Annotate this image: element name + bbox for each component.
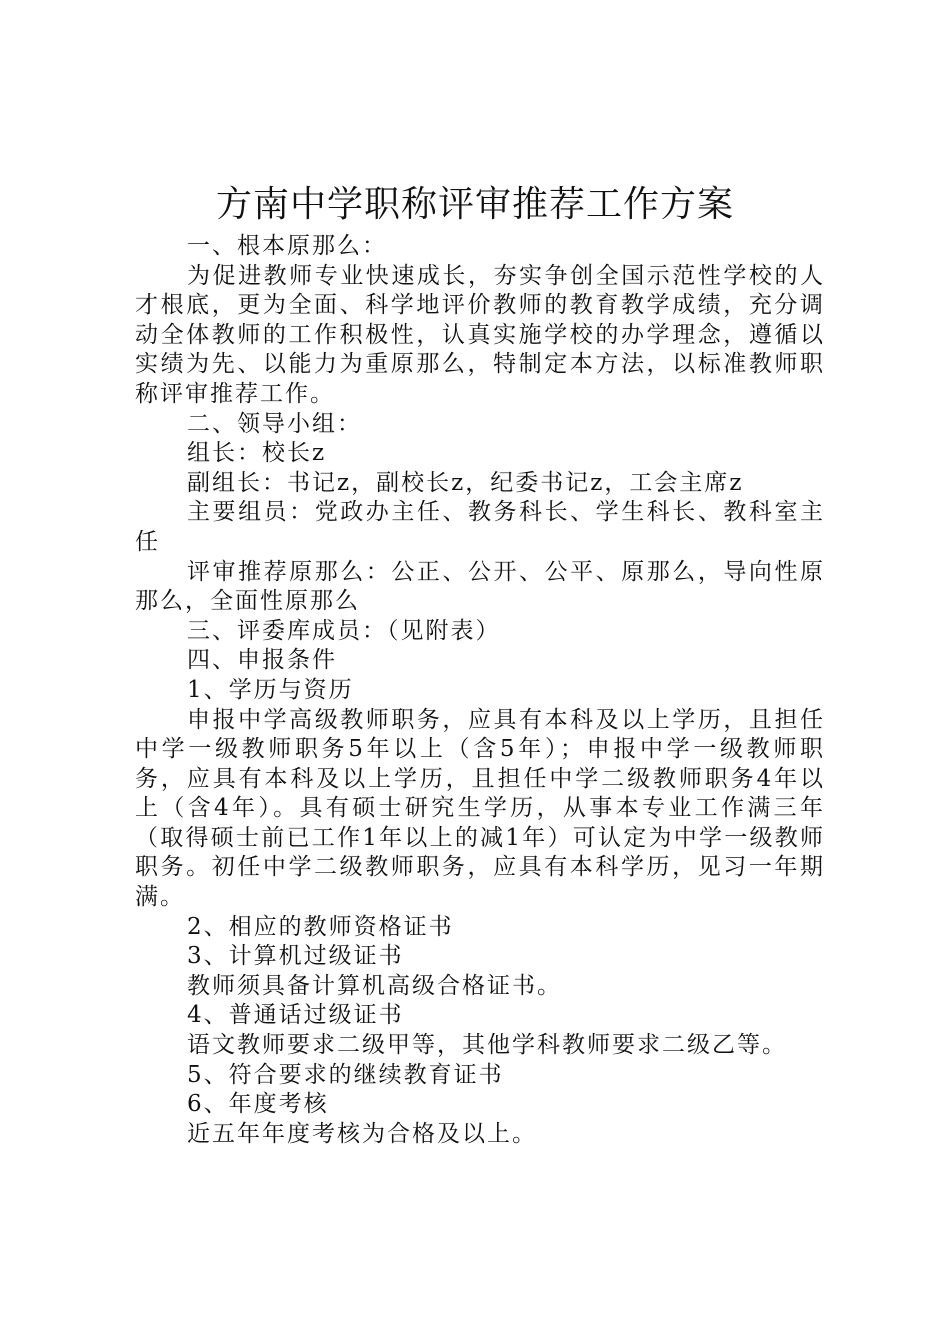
section-heading-conditions: 四、申报条件 bbox=[187, 647, 337, 674]
section-heading-committee: 三、评委库成员：（见附表） bbox=[187, 617, 501, 644]
document-title: 方南中学职称评审推荐工作方案 bbox=[215, 184, 734, 225]
leader-line: 组长：校长z bbox=[187, 440, 327, 467]
document-body bbox=[135, 232, 825, 1149]
deputy-leader-line: 副组长：书记z，副校长z，纪委书记z，工会主席z bbox=[187, 469, 744, 496]
paragraph-principles: 为促进教师专业快速成长，夯实争创全国示范性学校的人才根底，更为全面、科学地评价教师的教育教学成绩，充分调动全体教师的工作积极性，认真实施学校的办学理念，遵循以实绩为先、以能力为重原那么，特制定本方法，以标准教师职称评审推荐工作。 bbox=[135, 262, 825, 407]
condition-heading-education: 1、学历与资历 bbox=[187, 676, 354, 703]
condition-heading-continuing-education: 5、符合要求的继续教育证书 bbox=[187, 1061, 504, 1088]
paragraph-education: 申报中学高级教师职务，应具有本科及以上学历，且担任中学一级教师职务5年以上（含5年）；申报中学一级教师职务，应具有本科及以上学历，且担任中学二级教师职务4年以上（含4年）。具有硕士研究生学历，从事本专业工作满三年（取得硕士前已工作1年以上的减1年）可认定为中学一级教师职务。初任中学二级教师职务，应具有本科学历，见习一年期满。 bbox=[135, 706, 825, 911]
review-principles-line: 评审推荐原那么：公正、公开、公平、原那么，导向性原那么，全面性原那么 bbox=[135, 558, 825, 615]
section-heading-principles: 一、根本原那么： bbox=[187, 233, 387, 259]
paragraph-computer: 教师须具备计算机高级合格证书。 bbox=[187, 972, 562, 999]
members-line: 主要组员：党政办主任、教务科长、学生科长、教科室主任 bbox=[135, 499, 825, 555]
condition-heading-mandarin: 4、普通话过级证书 bbox=[187, 1002, 404, 1029]
condition-heading-certificate: 2、相应的教师资格证书 bbox=[187, 913, 454, 940]
paragraph-annual-review: 近五年年度考核为合格及以上。 bbox=[187, 1120, 537, 1147]
condition-heading-computer: 3、计算机过级证书 bbox=[187, 943, 404, 970]
condition-heading-annual-review: 6、年度考核 bbox=[187, 1091, 329, 1118]
paragraph-mandarin: 语文教师要求二级甲等，其他学科教师要求二级乙等。 bbox=[187, 1032, 787, 1059]
section-heading-leadership: 二、领导小组： bbox=[187, 410, 362, 437]
